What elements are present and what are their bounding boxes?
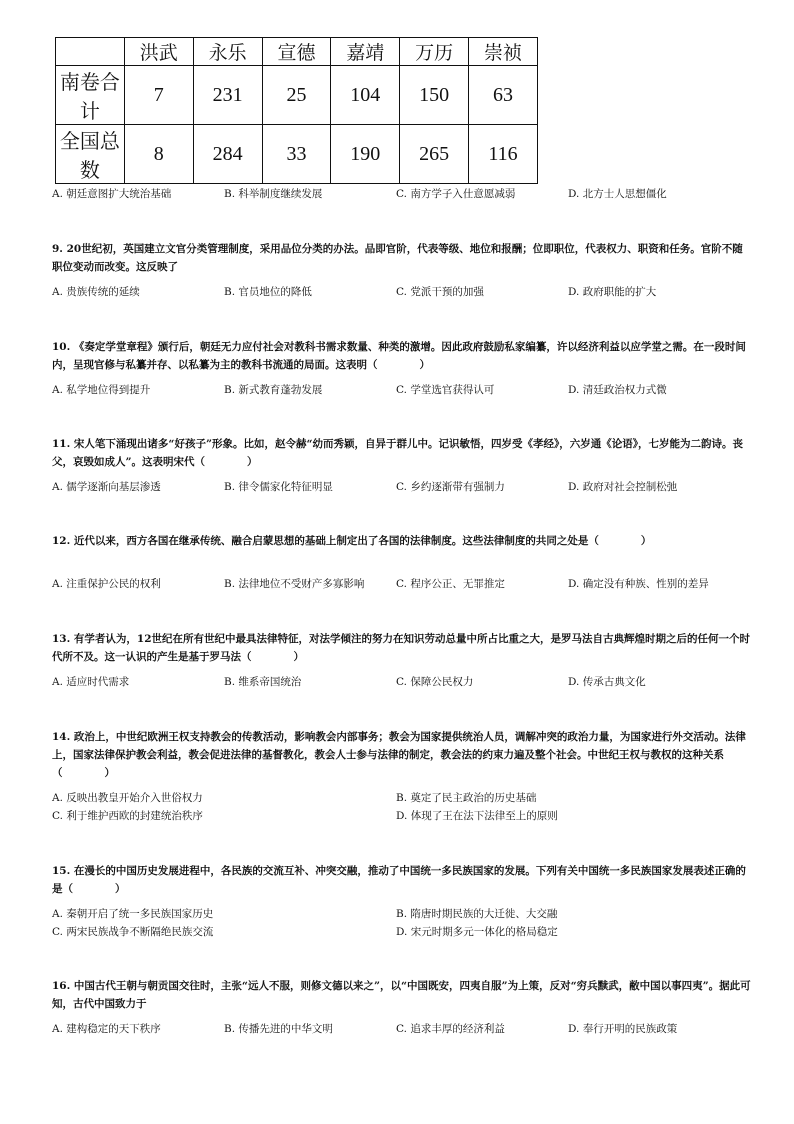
table-cell: 25 — [262, 66, 331, 125]
option-b: B. 隋唐时期民族的大迁徙、大交融 — [396, 908, 558, 920]
option-d: D. 确定没有种族、性别的差异 — [568, 578, 709, 590]
table-cell: 150 — [400, 66, 469, 125]
table-cell: 63 — [469, 66, 538, 125]
option-b: B. 科举制度继续发展 — [224, 188, 323, 200]
option-c: C. 学堂选官获得认可 — [396, 384, 495, 396]
option-c: C. 南方学子入仕意愿减弱 — [396, 188, 516, 200]
option-a: A. 朝廷意图扩大统治基础 — [52, 188, 172, 200]
table-row — [56, 66, 538, 125]
question-14-stem: 14. 政治上，中世纪欧洲王权支持教会的传教活动，影响教会内部事务；教会为国家提供统治人员，调解冲突的政治力量，为国家进行外交活动。法律上，国家法律保护教会利益，教会促进法律的基督教化，教会人士参与法律的制定，教会法的约束力遍及整个社会。中世纪王权与教权的这种关系（ ） — [52, 731, 746, 779]
question-9-stem: 9. 20世纪初，英国建立文官分类管理制度，采用品位分类的办法。品即官阶，代表等级、地位和报酬；位即职位，代表权力、职资和任务。官阶不随职位变动而改变。这反映了 — [52, 243, 743, 273]
option-d: D. 体现了王在法下法律至上的原则 — [396, 810, 558, 822]
table-cell: 8 — [124, 125, 193, 184]
question-13-stem: 13. 有学者认为，12世纪在所有世纪中最具法律特征，对法学倾注的努力在知识劳动总量中所占比重之大，是罗马法自古典辉煌时期之后的任何一个时代所不及。这一认识的产生是基于罗马法（ ） — [52, 633, 751, 663]
table-cell: 116 — [469, 125, 538, 184]
option-a: A. 适应时代需求 — [52, 676, 130, 688]
table-header-cell: 万历 — [400, 38, 469, 66]
option-d: D. 传承古典文化 — [568, 676, 646, 688]
option-a: A. 贵族传统的延续 — [52, 286, 140, 298]
option-b: B. 传播先进的中华文明 — [224, 1023, 333, 1035]
q11-options — [52, 478, 752, 496]
table-header-cell: 永乐 — [193, 38, 262, 66]
option-d: D. 北方士人思想僵化 — [568, 188, 667, 200]
option-d: D. 奉行开明的民族政策 — [568, 1023, 678, 1035]
table-cell: 33 — [262, 125, 331, 184]
q14-options — [52, 789, 752, 825]
q13-options — [52, 673, 752, 691]
option-b: B. 律令儒家化特征明显 — [224, 481, 333, 493]
table-cell: 265 — [400, 125, 469, 184]
table-cell: 284 — [193, 125, 262, 184]
option-b: B. 奠定了民主政治的历史基础 — [396, 792, 537, 804]
option-c: C. 保障公民权力 — [396, 676, 474, 688]
option-c: C. 追求丰厚的经济利益 — [396, 1023, 505, 1035]
table-header-cell: 宣德 — [262, 38, 331, 66]
option-d: D. 清廷政治权力式微 — [568, 384, 667, 396]
q12-options — [52, 575, 752, 593]
question-12-stem: 12. 近代以来，西方各国在继承传统、融合启蒙思想的基础上制定出了各国的法律制度。这些法律制度的共同之处是（ ） — [52, 535, 652, 547]
option-b: B. 官员地位的降低 — [224, 286, 312, 298]
option-d: D. 政府对社会控制松弛 — [568, 481, 678, 493]
option-a: A. 秦朝开启了统一多民族国家历史 — [52, 908, 214, 920]
table-corner-cell — [56, 38, 125, 66]
exam-data-table — [55, 37, 538, 184]
option-b: B. 维系帝国统治 — [224, 676, 302, 688]
table-header-cell: 嘉靖 — [331, 38, 400, 66]
table-cell: 231 — [193, 66, 262, 125]
q10-options — [52, 381, 752, 399]
option-a: A. 反映出教皇开始介入世俗权力 — [52, 792, 203, 804]
option-c: C. 程序公正、无罪推定 — [396, 578, 505, 590]
option-b: B. 新式教育蓬勃发展 — [224, 384, 323, 396]
table-cell: 104 — [331, 66, 400, 125]
q9-options — [52, 283, 752, 301]
option-c: C. 利于维护西欧的封建统治秩序 — [52, 810, 203, 822]
option-d: D. 宋元时期多元一体化的格局稳定 — [396, 926, 558, 938]
question-15-stem: 15. 在漫长的中国历史发展进程中，各民族的交流互补、冲突交融，推动了中国统一多民族国家的发展。下列有关中国统一多民族国家发展表述正确的是（ ） — [52, 865, 746, 895]
question-16-stem: 16. 中国古代王朝与朝贡国交往时，主张“远人不服，则修文德以来之”，以“中国既安，四夷自服”为上策，反对“穷兵黩武，敝中国以事四夷”。据此可知，古代中国致力于 — [52, 980, 751, 1010]
option-a: A. 儒学逐渐向基层渗透 — [52, 481, 161, 493]
q16-options — [52, 1020, 752, 1038]
option-c: C. 党派干预的加强 — [396, 286, 484, 298]
table-row-label: 全国总数 — [56, 125, 125, 184]
table-header-cell: 崇祯 — [469, 38, 538, 66]
option-c: C. 两宋民族战争不断隔绝民族交流 — [52, 926, 214, 938]
option-c: C. 乡约逐渐带有强制力 — [396, 481, 505, 493]
option-b: B. 法律地位不受财产多寡影响 — [224, 578, 365, 590]
question-10-stem: 10. 《奏定学堂章程》颁行后，朝廷无力应付社会对教科书需求数量、种类的激增。因此政府鼓励私家编纂，许以经济利益以应学堂之需。在一段时间内，呈现官修与私纂并存、以私纂为主的教科书流通的局面。这表明（ ） — [52, 341, 746, 371]
table-cell: 190 — [331, 125, 400, 184]
question-11-stem: 11. 宋人笔下涌现出诸多“好孩子”形象。比如，赵令赫“幼而秀颖，自异于群儿中。记识敏悟，四岁受《孝经》，六岁通《论语》，七岁能为二韵诗。丧父，哀毁如成人”。这表明宋代（ ） — [52, 438, 744, 468]
table-cell: 7 — [124, 66, 193, 125]
option-a: A. 注重保护公民的权利 — [52, 578, 161, 590]
table-header-row — [56, 38, 538, 66]
option-a: A. 建构稳定的天下秩序 — [52, 1023, 161, 1035]
table-row — [56, 125, 538, 184]
q8-options — [52, 185, 752, 203]
q15-options — [52, 905, 752, 941]
option-d: D. 政府职能的扩大 — [568, 286, 657, 298]
table-row-label: 南卷合计 — [56, 66, 125, 125]
table-header-cell: 洪武 — [124, 38, 193, 66]
option-a: A. 私学地位得到提升 — [52, 384, 151, 396]
